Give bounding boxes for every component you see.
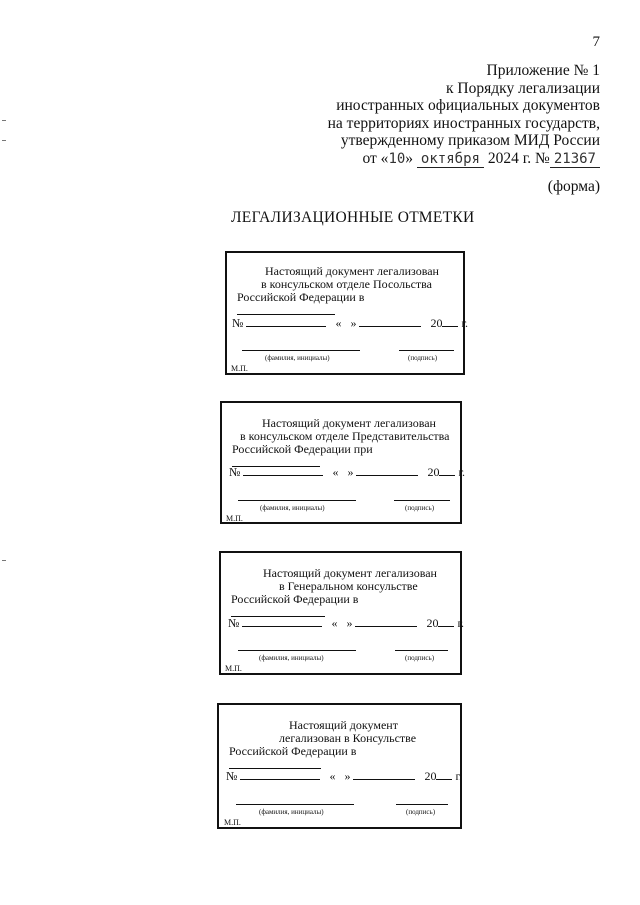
name-line (236, 804, 354, 805)
seal-label: М.П. (224, 818, 241, 827)
date-row: № « » 20 г. (228, 616, 465, 630)
stamp-line-1: Настоящий документ легализован (265, 264, 439, 278)
date-day: 10 (388, 150, 406, 167)
name-line (238, 500, 356, 501)
signature-caption: (подпись) (406, 808, 436, 816)
stamp-line-2: легализован в Консульстве (279, 731, 417, 745)
name-caption: (фамилия, инициалы) (260, 504, 325, 512)
appendix-line-4: на территориях иностранных государств, (327, 114, 600, 132)
signature-line (399, 350, 454, 351)
page-title: ЛЕГАЛИЗАЦИОННЫЕ ОТМЕТКИ (231, 209, 475, 226)
stamp-line-2: в консульском отделе Представительства (240, 429, 450, 443)
legalization-stamp-representation (220, 401, 466, 524)
scan-mark (2, 120, 6, 121)
stamp-line-2: в консульском отделе Посольства (261, 277, 432, 291)
appendix-header (328, 62, 600, 168)
seal-label: М.П. (231, 364, 248, 373)
date-month: октября (417, 151, 484, 168)
stamp-text (229, 719, 454, 769)
appendix-title: Приложение № 1 (486, 62, 600, 79)
stamp-line-2: в Генеральном консульстве (279, 579, 418, 593)
stamp-line-1: Настоящий документ легализован (262, 416, 436, 430)
date-row: № « » 20 г. (229, 465, 466, 479)
name-caption: (фамилия, инициалы) (259, 654, 324, 662)
stamp-line-3: Российской Федерации при (232, 443, 454, 467)
date-prefix: от « (362, 149, 389, 167)
name-line (238, 650, 356, 651)
legalization-stamp-consulate-general (219, 551, 465, 675)
stamp-line-1: Настоящий документ легализован (263, 566, 437, 580)
stamp-text (237, 265, 457, 315)
name-line (242, 350, 360, 351)
appendix-line-2: к Порядку легализации (446, 79, 600, 97)
appendix-date-line (328, 150, 600, 169)
scan-mark (2, 560, 6, 561)
appendix-line-3: иностранных официальных документов (336, 97, 600, 114)
signature-line (394, 500, 450, 501)
appendix-line-5: утвержденному приказом МИД России (340, 132, 600, 149)
scan-mark (2, 140, 6, 141)
date-row: № « » 20 г. (226, 769, 463, 783)
seal-label: М.П. (225, 664, 242, 673)
date-row: № « » 20 г. (232, 316, 469, 330)
name-caption: (фамилия, инициалы) (259, 808, 324, 816)
legalization-stamp-consulate (217, 703, 462, 829)
form-label: (форма) (547, 178, 600, 195)
stamp-text (232, 417, 454, 467)
signature-line (395, 650, 448, 651)
signature-caption: (подпись) (405, 654, 435, 662)
stamp-line-3: Российской Федерации в (231, 593, 453, 617)
signature-caption: (подпись) (408, 354, 438, 362)
seal-label: М.П. (226, 514, 243, 523)
page-number: 7 (592, 34, 600, 50)
date-mid: » (405, 149, 414, 167)
date-year: 2024 г. № (487, 149, 550, 167)
legalization-stamp-embassy (225, 251, 469, 375)
signature-line (396, 804, 448, 805)
name-caption: (фамилия, инициалы) (265, 354, 330, 362)
stamp-line-3: Российской Федерации в (229, 745, 454, 769)
stamp-text (231, 567, 453, 617)
stamp-line-1: Настоящий документ (289, 718, 398, 732)
stamp-line-3: Российской Федерации в (237, 291, 457, 315)
signature-caption: (подпись) (405, 504, 435, 512)
doc-number: 21367 (550, 151, 600, 168)
